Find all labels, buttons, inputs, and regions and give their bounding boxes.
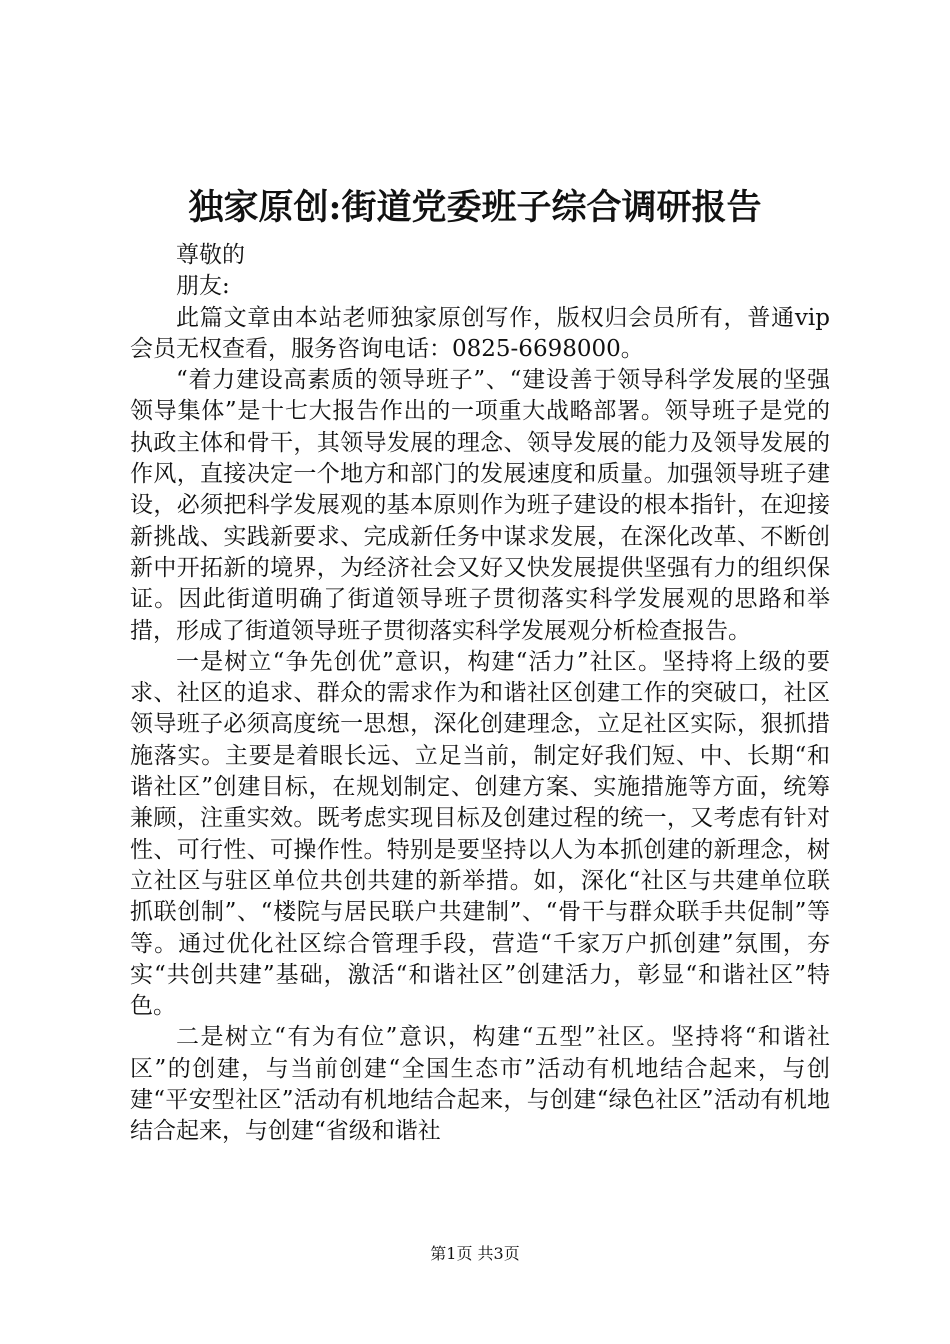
body-paragraph: 此篇文章由本站老师独家原创写作，版权归会员所有，普通vip会员无权查看，服务咨询电话：0825-6698000。 xyxy=(130,304,830,362)
document-title: 独家原创:街道党委班子综合调研报告 xyxy=(188,187,762,228)
body-paragraph: “着力建设高素质的领导班子”、“建设善于领导科学发展的坚强领导集体”是十七大报告作出的一项重大战略部署。领导班子是党的执政主体和骨干，其领导发展的理念、领导发展的能力及领导发展的作风，直接决定一个地方和部门的发展速度和质量。加强领导班子建设，必须把科学发展观的基本原则作为班子建设的根本指针，在迎接新挑战、实践新要求、完成新任务中谋求发展，在深化改革、不断创新中开拓新的境界，为经济社会又好又快发展提供坚强有力的组织保证。因此街道明确了街道领导班子贯彻落实科学发展观的思路和举措，形成了街道领导班子贯彻落实科学发展观分析检查报告。 xyxy=(130,367,830,644)
body-paragraph: 一是树立“争先创优”意识，构建“活力”社区。坚持将上级的要求、社区的追求、群众的需求作为和谐社区创建工作的突破口，社区领导班子必须高度统一思想，深化创建理念，立足社区实际，狠抓措施落实。主要是着眼长远、立足当前，制定好我们短、中、长期“和谐社区”创建目标，在规划制定、创建方案、实施措施等方面，统筹兼顾，注重实效。既考虑实现目标及创建过程的统一，又考虑有针对性、可行性、可操作性。特别是要坚持以人为本抓创建的新理念，树立社区与驻区单位共创共建的新举措。如，深化“社区与共建单位联抓联创制”、“楼院与居民联户共建制”、“骨干与群众联手共促制”等等。通过优化社区综合管理手段，营造“千家万户抓创建”氛围，夯实“共创共建”基础，激活“和谐社区”创建活力，彰显“和谐社区”特色。 xyxy=(130,648,830,1020)
page-number-footer: 第1页 共3页 xyxy=(430,1244,520,1263)
body-paragraph: 二是树立“有为有位”意识，构建“五型”社区。坚持将“和谐社区”的创建，与当前创建“全国生态市”活动有机地结合起来，与创建“平安型社区”活动有机地结合起来，与创建“绿色社区”活动有机地结合起来，与创建“省级和谐社 xyxy=(130,1024,830,1145)
salutation-line: 朋友: xyxy=(176,273,230,300)
document-body xyxy=(130,240,830,1148)
salutation-line: 尊敬的 xyxy=(176,242,245,268)
